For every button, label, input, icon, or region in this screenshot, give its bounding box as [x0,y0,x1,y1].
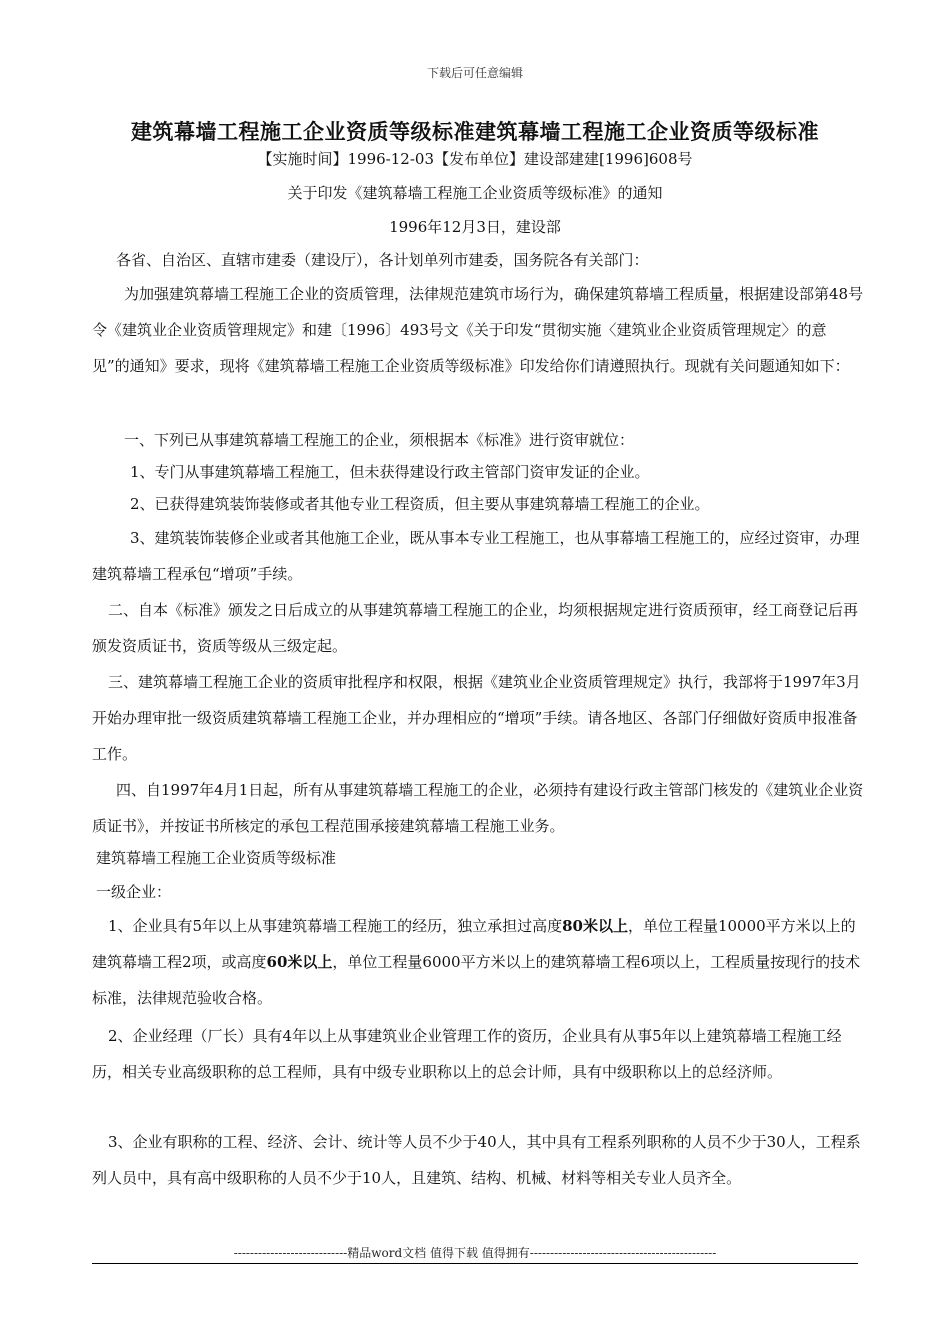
grade-1-item-2: 2、企业经理（厂长）具有4年以上从事建筑业企业管理工作的资历，企业具有从事5年以上建筑幕墙工程施工经历，相关专业高级职称的总工程师，具有中级专业职称以上的总会计师，具有中级职称以上的总经济师。 [92,1027,842,1081]
item-1-2: 2、已获得建筑装饰装修或者其他专业工程资质，但主要从事建筑幕墙工程施工的企业。 [130,495,710,513]
document-title: 建筑幕墙工程施工企业资质等级标准建筑幕墙工程施工企业资质等级标准 [131,119,819,144]
item-2: 二、自本《标准》颁发之日后成立的从事建筑幕墙工程施工的企业，均须根据规定进行资质预审，经工商登记后再颁发资质证书，资质等级从三级定起。 [92,601,859,655]
grade-1-item-1: 1、企业具有5年以上从事建筑幕墙工程施工的经历，独立承担过高度80米以上，单位工程量10000平方米以上的建筑幕墙工程2项，或高度60米以上，单位工程量6000平方米以上的建筑幕墙工程6项以上，工程质量按现行的技术标准，法律规范验收合格。 [92,917,861,1007]
footer-divider [92,1263,858,1264]
item-1: 一、下列已从事建筑幕墙工程施工的企业，须根据本《标准》进行资审就位： [124,431,635,449]
item-4: 四、自1997年4月1日起，所有从事建筑幕墙工程施工的企业，必须持有建设行政主管部门核发的《建筑业企业资质证书》，并按证书所核定的承包工程范围承接建筑幕墙工程施工业务。 [92,781,864,835]
date-line: 1996年12月3日，建设部 [389,218,561,236]
grade-1-item-3: 3、企业有职称的工程、经济、会计、统计等人员不少于40人，其中具有工程系列职称的人员不少于30人，工程系列人员中，具有高中级职称的人员不少于10人，且建筑、结构、机械、材料等相关专业人员齐全。 [92,1133,861,1187]
document-meta: 【实施时间】1996-12-03【发布单位】建设部建建[1996]608号 [257,150,693,168]
grade-1-heading: 一级企业： [96,883,172,901]
height-80m-text: 80米以上 [562,917,628,935]
intro-paragraph: 为加强建筑幕墙工程施工企业的资质管理，法律规范建筑市场行为，确保建筑幕墙工程质量，根据建设部第48号令《建筑业企业资质管理规定》和建〔1996〕493号文《关于印发“贯彻实施〈建筑业企业资质管理规定〉的意见”的通知》要求，现将《建筑幕墙工程施工企业资质等级标准》印发给你们请遵照执行。现就有关问题通知如下： [92,285,864,375]
height-60m-text: 60米以上 [266,953,333,971]
item-1-3: 3、建筑装饰装修企业或者其他施工企业，既从事本专业工程施工，也从事幕墙工程施工的，应经过资审，办理建筑幕墙工程承包“增项”手续。 [92,529,860,583]
salutation: 各省、自治区、直辖市建委（建设厅），各计划单列市建委，国务院各有关部门： [116,251,649,269]
notice-title: 关于印发《建筑幕墙工程施工企业资质等级标准》的通知 [287,184,663,202]
standard-title: 建筑幕墙工程施工企业资质等级标准 [96,849,337,867]
item-1-1: 1、专门从事建筑幕墙工程施工，但未获得建设行政主管部门资审发证的企业。 [130,463,650,481]
item-3: 三、建筑幕墙工程施工企业的资质审批程序和权限，根据《建筑业企业资质管理规定》执行，我部将于1997年3月开始办理审批一级资质建筑幕墙工程施工企业，并办理相应的“增项”手续。请各地区、各部门仔细做好资质申报准备工作。 [92,673,861,763]
page-header-note: 下载后可任意编辑 [426,66,523,80]
page-footer: ----------------------------精品word文档 值得下载 值得拥有---------------------------------------------- [233,1246,717,1260]
